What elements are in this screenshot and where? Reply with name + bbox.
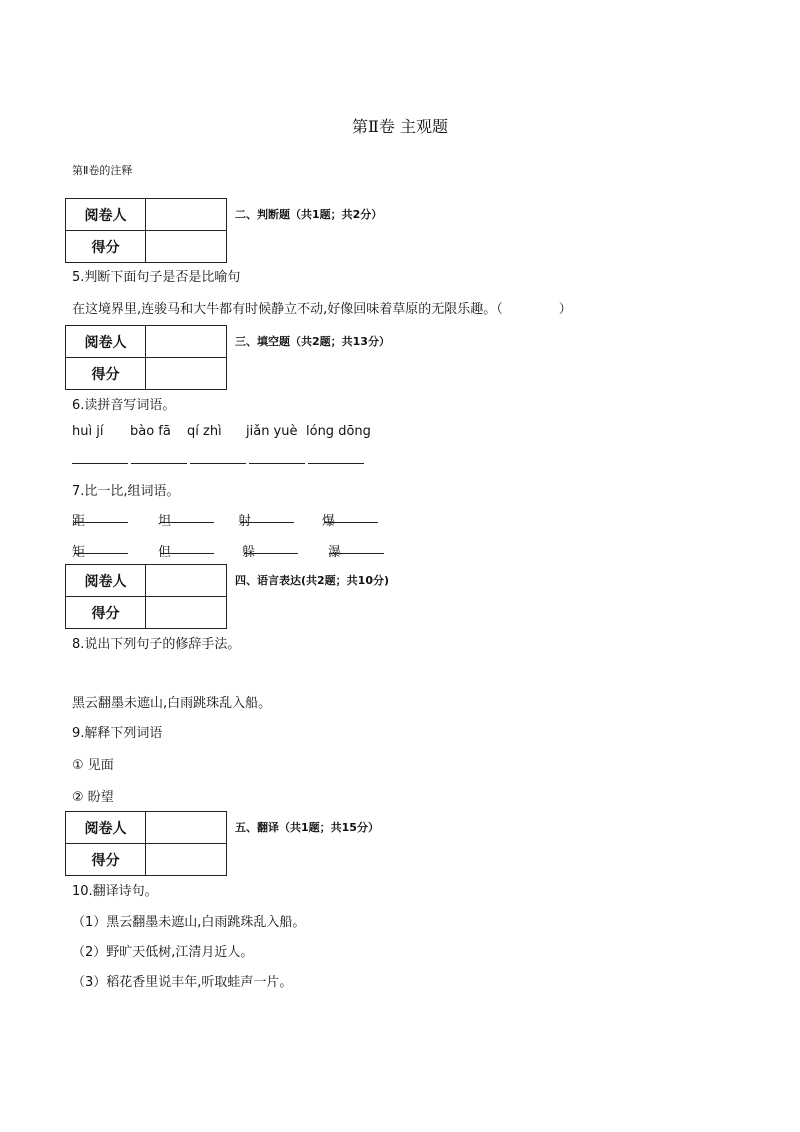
answer-blank[interactable] (160, 541, 214, 554)
section-heading: 五、翻译（共1题；共15分） (235, 821, 379, 834)
question-9-item: ② 盼望 (72, 790, 114, 805)
question-9-title: 9.解释下列词语 (72, 726, 163, 741)
question-5-text (72, 298, 572, 317)
question-10-item: （3）稻花香里说丰年,听取蛙声一片。 (72, 975, 293, 990)
answer-blank[interactable] (72, 463, 128, 464)
question-8-text: 黑云翻墨未遮山,白雨跳珠乱入船。 (72, 696, 272, 711)
section-heading: 四、语言表达(共2题；共10分) (235, 574, 390, 587)
answer-blank[interactable] (74, 541, 128, 554)
score-label: 得分 (66, 597, 146, 629)
reviewer-cell[interactable] (146, 812, 227, 844)
compare-char: 躲 (242, 545, 256, 560)
answer-blank[interactable] (330, 541, 384, 554)
question-6-title: 6.读拼音写词语。 (72, 398, 176, 413)
reviewer-label: 阅卷人 (66, 199, 146, 231)
answer-blank[interactable] (240, 510, 294, 523)
answer-blank[interactable] (324, 510, 378, 523)
score-table (65, 198, 227, 263)
compare-char: 射 (238, 514, 252, 529)
answer-blank[interactable] (308, 463, 364, 464)
question-8-title: 8.说出下列句子的修辞手法。 (72, 637, 241, 652)
compare-char: 距 (72, 514, 86, 529)
section-heading: 二、判断题（共1题；共2分） (235, 208, 383, 221)
answer-blank[interactable] (160, 510, 214, 523)
reviewer-label: 阅卷人 (66, 812, 146, 844)
pinyin-item: lóng dōng (306, 424, 371, 439)
question-7-title: 7.比一比,组词语。 (72, 484, 180, 499)
score-table (65, 811, 227, 876)
compare-char: 但 (158, 545, 172, 560)
question-5-close: ） (558, 302, 572, 317)
pinyin-item: bào fā (130, 424, 171, 439)
reviewer-cell[interactable] (146, 565, 227, 597)
section-heading: 三、填空题（共2题；共13分） (235, 335, 390, 348)
answer-blank[interactable] (190, 463, 246, 464)
pinyin-item: jiǎn yuè (246, 424, 298, 439)
answer-blank[interactable] (131, 463, 187, 464)
answer-blank[interactable] (249, 463, 305, 464)
reviewer-label: 阅卷人 (66, 326, 146, 358)
page-title: 第Ⅱ卷 主观题 (352, 117, 448, 136)
score-cell[interactable] (146, 597, 227, 629)
compare-char: 瀑 (328, 545, 342, 560)
question-9-item: ① 见面 (72, 758, 114, 773)
question-10-item: （2）野旷天低树,江清月近人。 (72, 945, 254, 960)
question-5-sentence: 在这境界里,连骏马和大牛都有时候静立不动,好像回味着草原的无限乐趣。（ (72, 302, 503, 317)
score-table (65, 325, 227, 390)
compare-char: 坦 (158, 514, 172, 529)
score-label: 得分 (66, 844, 146, 876)
reviewer-cell[interactable] (146, 199, 227, 231)
score-cell[interactable] (146, 358, 227, 390)
score-table (65, 564, 227, 629)
reviewer-cell[interactable] (146, 326, 227, 358)
pinyin-item: qí zhì (187, 424, 222, 439)
score-label: 得分 (66, 358, 146, 390)
question-10-title: 10.翻译诗句。 (72, 884, 158, 899)
compare-char: 爆 (322, 514, 336, 529)
reviewer-label: 阅卷人 (66, 565, 146, 597)
question-10-item: （1）黑云翻墨未遮山,白雨跳珠乱入船。 (72, 915, 306, 930)
question-5-title: 5.判断下面句子是否是比喻句 (72, 270, 241, 285)
score-cell[interactable] (146, 844, 227, 876)
answer-blank[interactable] (244, 541, 298, 554)
pinyin-item: huì jí (72, 424, 104, 439)
score-cell[interactable] (146, 231, 227, 263)
section-note: 第Ⅱ卷的注释 (72, 164, 133, 177)
score-label: 得分 (66, 231, 146, 263)
answer-blank[interactable] (74, 510, 128, 523)
compare-char: 矩 (72, 545, 86, 560)
